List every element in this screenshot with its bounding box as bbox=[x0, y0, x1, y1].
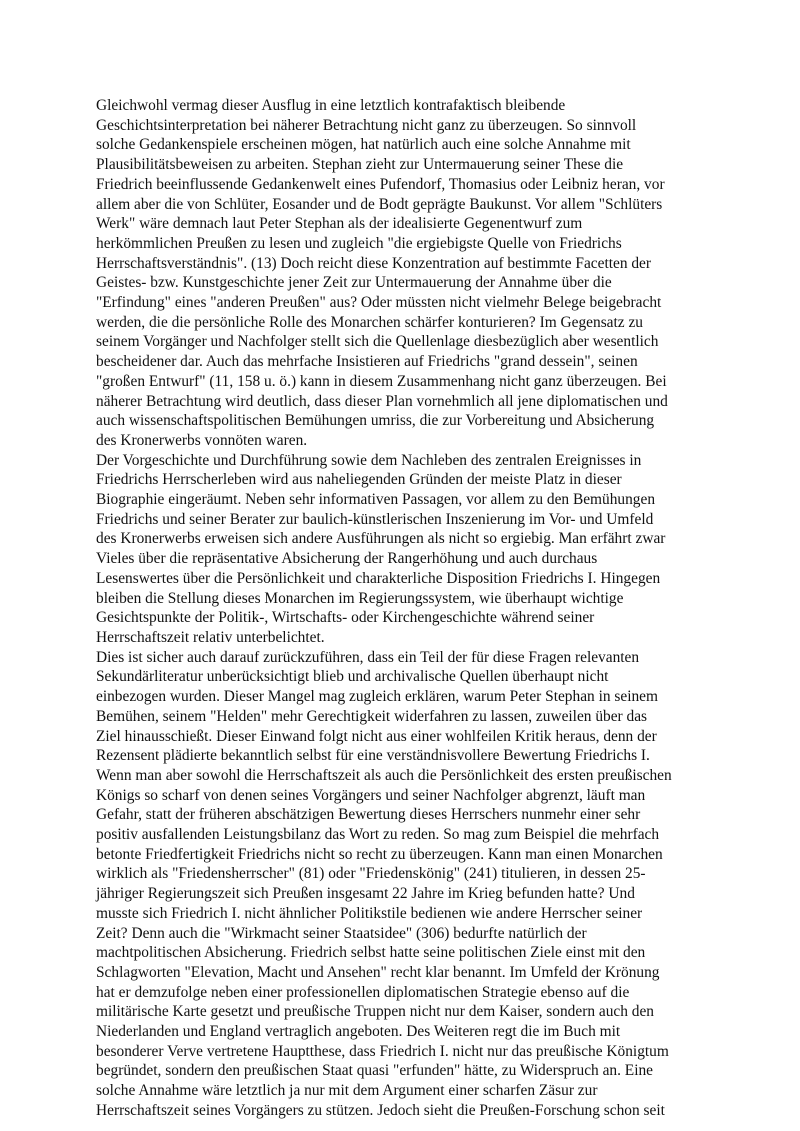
text-line: Bemühen, seinem "Helden" mehr Gerechtigkeit widerfahren zu lassen, zuweilen über das bbox=[96, 707, 648, 725]
text-line: auch wissenschaftspolitischen Bemühungen umriss, die zur Vorbereitung und Absicherung bbox=[96, 412, 655, 430]
text-line: Herrschaftszeit relativ unterbelichtet. bbox=[96, 628, 325, 646]
text-line: Sekundärliteratur unberücksichtigt blieb und archivalische Quellen überhaupt nicht bbox=[96, 668, 609, 686]
text-line: Biographie eingeräumt. Neben sehr informativen Passagen, vor allem zu den Bemühungen bbox=[96, 491, 656, 509]
text-line: Friedrichs Herrscherleben wird aus naheliegenden Gründen der meiste Platz in dieser bbox=[96, 471, 622, 489]
text-line: jähriger Regierungszeit sich Preußen insgesamt 22 Jahre im Krieg befunden hatte? Und bbox=[96, 885, 635, 903]
text-line: bescheidener dar. Auch das mehrfache Insistieren auf Friedrichs "grand dessein", seinen bbox=[96, 353, 638, 371]
text-line: Friedrich beeinflussende Gedankenwelt eines Pufendorf, Thomasius oder Leibniz heran, vor bbox=[96, 175, 665, 193]
text-line: des Kronerwerbs vonnöten waren. bbox=[96, 431, 308, 449]
paragraph-1 bbox=[96, 96, 716, 451]
paragraph-3 bbox=[96, 648, 716, 1121]
text-line: Geistes- bzw. Kunstgeschichte jener Zeit zur Untermauerung der Annahme über die bbox=[96, 274, 612, 292]
text-line: Dies ist sicher auch darauf zurückzuführen, dass ein Teil der für diese Fragen relevanten bbox=[96, 648, 640, 666]
text-line: musste sich Friedrich I. nicht ähnlicher Politikstile bedienen wie andere Herrscher seiner bbox=[96, 904, 643, 922]
text-line: Herrschaftsverständnis". (13) Doch reicht diese Konzentration auf bestimmte Facetten der bbox=[96, 254, 652, 272]
text-line: solche Gedankenspiele erscheinen mögen, hat natürlich auch eine solche Annahme mit bbox=[96, 136, 631, 154]
text-line: militärische Karte gesetzt und preußische Truppen nicht nur dem Kaiser, sondern auch den bbox=[96, 1003, 654, 1021]
text-line: Der Vorgeschichte und Durchführung sowie dem Nachleben des zentralen Ereignisses in bbox=[96, 451, 642, 469]
text-line: betonte Friedfertigkeit Friedrichs nicht so recht zu überzeugen. Kann man einen Monarchen bbox=[96, 845, 663, 863]
text-line: seinem Vorgänger und Nachfolger stellt sich die Quellenlage diesbezüglich aber wesentlich bbox=[96, 333, 659, 351]
text-line: machtpolitischen Absicherung. Friedrich selbst hatte seine politischen Ziele einst mit den bbox=[96, 944, 646, 962]
text-line: wirklich als "Friedensherrscher" (81) oder "Friedenskönig" (241) titulieren, in dessen 25- bbox=[96, 865, 646, 883]
text-line: Königs so scharf von denen seines Vorgängers und seiner Nachfolger abgrenzt, läuft man bbox=[96, 786, 646, 804]
text-line: bleiben die Stellung dieses Monarchen im Regierungssystem, wie überhaupt wichtige bbox=[96, 589, 624, 607]
text-line: Gesichtspunkte der Politik-, Wirtschafts- oder Kirchengeschichte während seiner bbox=[96, 609, 595, 627]
text-line: Lesenswertes über die Persönlichkeit und charakterliche Disposition Friedrichs I. Hingegen bbox=[96, 569, 661, 587]
text-line: positiv ausfallenden Leistungsbilanz das Wort zu reden. So mag zum Beispiel die mehrfach bbox=[96, 826, 660, 844]
text-line: Zeit? Denn auch die "Wirkmacht seiner Staatsidee" (306) bedurfte natürlich der bbox=[96, 924, 587, 942]
text-line: Schlagworten "Elevation, Macht und Ansehen" recht klar benannt. Im Umfeld der Krönung bbox=[96, 963, 660, 981]
text-line: Werk" wäre demnach laut Peter Stephan als der idealisierte Gegenentwurf zum bbox=[96, 215, 583, 233]
text-line: Gefahr, statt der früheren abschätzigen Bewertung dieses Herrschers nunmehr einer sehr bbox=[96, 806, 641, 824]
text-line: begründet, sondern den preußischen Staat quasi "erfunden" hätte, zu Widerspruch an. Eine bbox=[96, 1062, 653, 1080]
text-line: Friedrichs und seiner Berater zur baulich-künstlerischen Inszenierung im Vor- und Umfeld bbox=[96, 510, 654, 528]
text-line: hat er demzufolge neben einer professionellen diplomatischen Strategie ebenso auf die bbox=[96, 983, 630, 1001]
text-line: herkömmlichen Preußen zu lesen und zugleich "die ergiebigste Quelle von Friedrichs bbox=[96, 234, 622, 252]
text-line: "Erfindung" eines "anderen Preußen" aus? Oder müssten nicht vielmehr Belege beigebracht bbox=[96, 294, 662, 312]
text-line: Plausibilitätsbeweisen zu arbeiten. Stephan zieht zur Untermauerung seiner These die bbox=[96, 156, 624, 174]
text-line: Gleichwohl vermag dieser Ausflug in eine letztlich kontrafaktisch bleibende bbox=[96, 97, 566, 114]
text-line: näherer Betrachtung wird deutlich, dass dieser Plan vornehmlich all jene diplomatischen und bbox=[96, 392, 668, 410]
text-line: Herrschaftszeit seines Vorgängers zu stützen. Jedoch sieht die Preußen-Forschung schon seit bbox=[96, 1101, 665, 1119]
text-line: Vieles über die repräsentative Absicherung der Rangerhöhung und auch durchaus bbox=[96, 550, 598, 568]
text-line: "großen Entwurf" (11, 158 u. ö.) kann in diesem Zusammenhang nicht ganz überzeugen. Bei bbox=[96, 372, 667, 390]
text-line: allem aber die von Schlüter, Eosander und de Bodt geprägte Baukunst. Vor allem "Schlüters bbox=[96, 195, 663, 213]
text-line: Ziel hinausschießt. Dieser Einwand folgt nicht aus einer wohlfeilen Kritik heraus, denn der bbox=[96, 727, 657, 745]
text-line: Geschichtsinterpretation bei näherer Betrachtung nicht ganz zu überzeugen. So sinnvoll bbox=[96, 116, 637, 134]
text-line: werden, die die persönliche Rolle des Monarchen schärfer konturieren? Im Gegensatz zu bbox=[96, 313, 643, 331]
text-line: besonderer Verve vertretene Hauptthese, dass Friedrich I. nicht nur das preußische Königtum bbox=[96, 1042, 669, 1060]
text-line: Wenn man aber sowohl die Herrschaftszeit als auch die Persönlichkeit des ersten preußischen bbox=[96, 766, 672, 784]
text-line: des Kronerwerbs erweisen sich andere Ausführungen als nicht so ergiebig. Man erfährt zwar bbox=[96, 530, 666, 548]
paragraph-2 bbox=[96, 451, 716, 648]
text-line: Niederlanden und England vertraglich angeboten. Des Weiteren regt die im Buch mit bbox=[96, 1023, 621, 1041]
text-line: solche Annahme wäre letztlich ja nur mit dem Argument einer scharfen Zäsur zur bbox=[96, 1082, 598, 1100]
text-line: Rezensent plädierte bekanntlich selbst für eine verständnisvollere Bewertung Friedrichs I. bbox=[96, 747, 650, 765]
document-body bbox=[96, 96, 716, 1121]
text-line: einbezogen wurden. Dieser Mangel mag zugleich erklären, warum Peter Stephan in seinem bbox=[96, 688, 658, 706]
